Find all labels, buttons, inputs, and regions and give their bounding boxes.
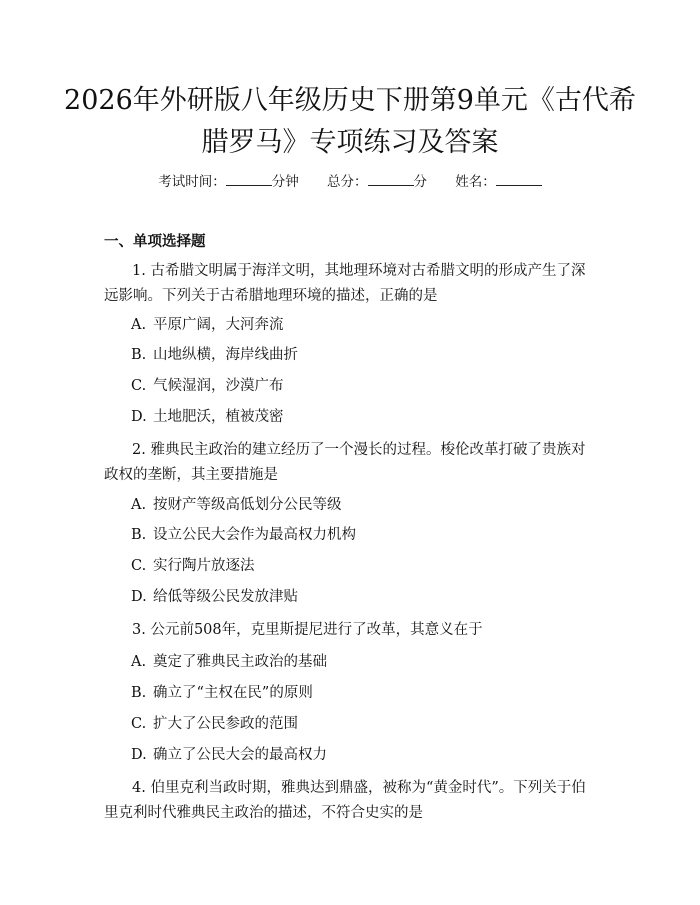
option-letter: A. [131, 317, 147, 333]
exam-time-blank [226, 173, 272, 186]
option-letter: D. [131, 589, 147, 605]
option-text: 土地肥沃，植被茂密 [153, 409, 284, 425]
option-letter: A. [131, 497, 147, 513]
option-text: 山地纵横，海岸线曲折 [153, 347, 298, 363]
question-1-option-d [131, 407, 284, 427]
document-title: 2026年外研版八年级历史下册第9单元《古代希腊罗马》专项练习及答案 [64, 85, 636, 158]
option-text: 设立公民大会作为最高权力机构 [153, 527, 356, 543]
option-text: 按财产等级高低划分公民等级 [153, 497, 342, 513]
question-2-option-d [131, 587, 298, 607]
exam-time-label: 考试时间： [158, 174, 226, 190]
section-title: 一、单项选择题 [104, 234, 206, 250]
name-label: 姓名： [455, 174, 496, 190]
exam-time-unit: 分钟 [271, 174, 299, 190]
option-letter: D. [131, 747, 147, 763]
option-text: 确立了“主权在民”的原则 [153, 685, 313, 701]
total-score-unit: 分 [413, 174, 427, 190]
option-letter: C. [131, 378, 147, 394]
exam-time-field [158, 174, 299, 190]
option-letter: C. [131, 558, 147, 574]
question-3-option-d [131, 745, 327, 765]
question-1-option-c [131, 376, 284, 396]
question-2-option-b [131, 525, 356, 545]
name-field [455, 174, 542, 190]
option-letter: B. [131, 685, 147, 701]
question-3-stem: 3. 公元前508年，克里斯提尼进行了改革，其意义在于 [132, 622, 483, 638]
option-letter: B. [131, 347, 147, 363]
option-text: 确立了公民大会的最高权力 [153, 747, 327, 763]
question-2-option-a [131, 495, 342, 515]
question-2-stem: 2. 雅典民主政治的建立经历了一个漫长的过程。梭伦改革打破了贵族对政权的垄断，其主要措施是 [104, 442, 586, 483]
option-text: 扩大了公民参政的范围 [153, 716, 298, 732]
name-blank [496, 173, 542, 186]
option-letter: C. [131, 716, 147, 732]
question-1-option-b [131, 345, 298, 365]
option-text: 气候湿润，沙漠广布 [153, 378, 284, 394]
question-3-option-c [131, 714, 298, 734]
option-text: 奠定了雅典民主政治的基础 [153, 654, 327, 670]
option-letter: B. [131, 527, 147, 543]
question-2-option-c [131, 556, 255, 576]
option-text: 实行陶片放逐法 [153, 558, 255, 574]
option-letter: A. [131, 654, 147, 670]
question-1-option-a [131, 315, 284, 335]
total-score-label: 总分： [327, 174, 368, 190]
question-3-option-a [131, 652, 327, 672]
option-text: 平原广阔，大河奔流 [153, 317, 284, 333]
question-1-stem: 1. 古希腊文明属于海洋文明，其地理环境对古希腊文明的形成产生了深远影响。下列关于古希腊地理环境的描述，正确的是 [104, 263, 586, 304]
total-score-blank [368, 173, 414, 186]
exam-meta-line [0, 170, 700, 190]
question-3-option-b [131, 683, 313, 703]
option-letter: D. [131, 409, 147, 425]
total-score-field [327, 174, 427, 190]
option-text: 给低等级公民发放津贴 [153, 589, 298, 605]
question-4-stem: 4. 伯里克利当政时期，雅典达到鼎盛，被称为“黄金时代”。下列关于伯里克利时代雅典民主政治的描述，不符合史实的是 [104, 780, 586, 821]
